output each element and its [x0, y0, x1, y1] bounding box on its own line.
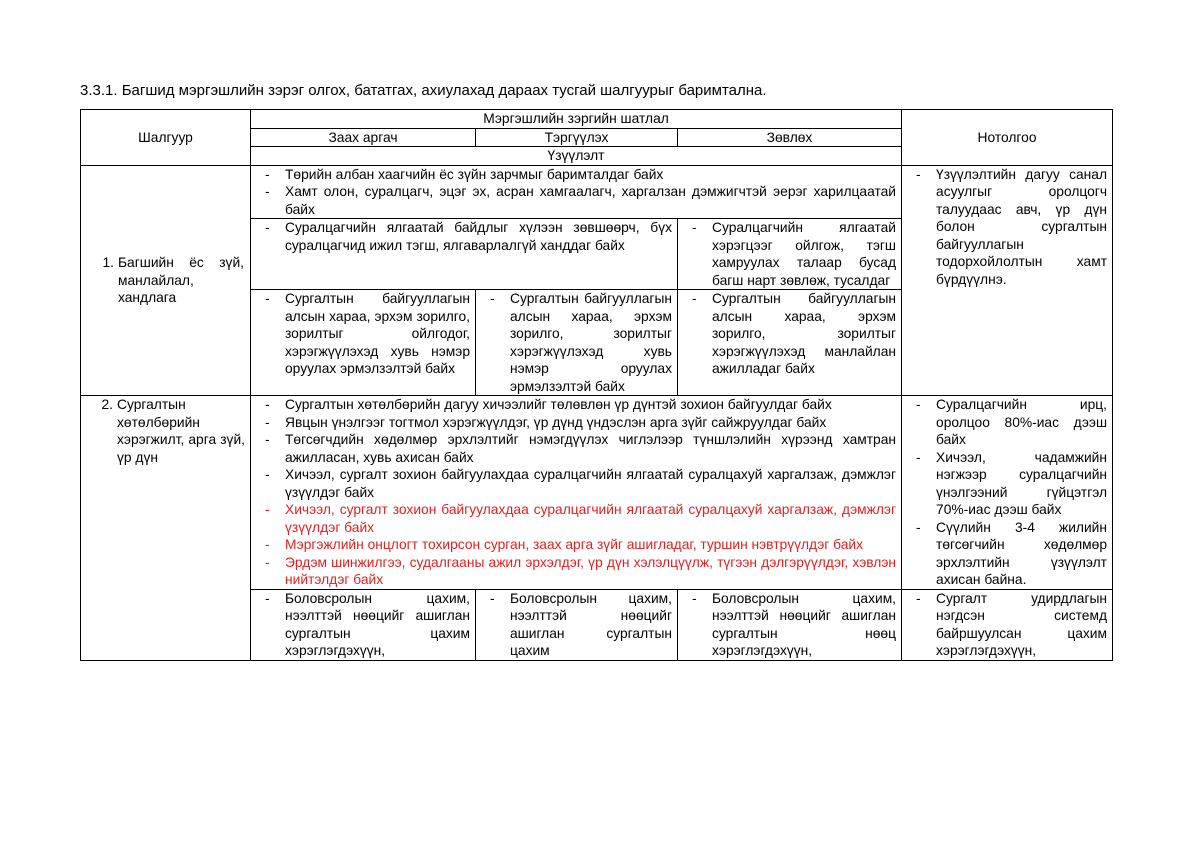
row2-red-item: - Хичээл, сургалт зохион байгуулахдаа суралцагчийн ялгаатай суралцахуй харгалзаж, дэмжлэг үзүүлдэг байх: [256, 501, 896, 536]
row2-evidence-cell: [902, 396, 1113, 590]
header-evidence: Нотолгоо: [902, 110, 1113, 166]
row1-common-cell: [251, 165, 902, 219]
row2-level1-item: - Боловсролын цахим, нээлттэй нөөцийг ашиглан сургалтын цахим хэрэглэгдэхүүн,: [256, 590, 470, 660]
criterion-2-cell: [81, 396, 251, 661]
row1-mid-right-item: - Суралцагчийн ялгаатай хэрэгцээг ойлгож, тэгш хамруулах талаар бусад багш нарт зөвлөж, тусалдаг: [683, 219, 896, 289]
row1-level3-cell: [678, 290, 902, 396]
row1-mid-right-cell: [678, 219, 902, 290]
row2-evidence-item: - Сүүлийн 3-4 жилийн төгсөгчийн хөдөлмөр эрхлэлтийн үзүүлэлт ахисан байна.: [907, 519, 1107, 589]
row1-mid-left-cell: [251, 219, 678, 290]
row1-evidence-item: - Үзүүлэлтийн дагуу санал асуулгыг оролцогч талуудаас авч, үр дүн болон сургалтын байгууллагын тодорхойлолтын хамт бүрдүүлнэ.: [907, 166, 1107, 289]
header-level-leading: Тэргүүлэх: [476, 128, 678, 147]
row2-evidence2-item: - Сургалт удирдлагын нэгдсэн системд байршуулсан цахим хэрэглэгдэхүүн,: [907, 590, 1107, 660]
row1-level2-cell: [476, 290, 678, 396]
row2-red-item: - Мэргэжлийн онцлогт тохирсон сурган, заах арга зүйг ашигладаг, туршин нэвтрүүлдэг байх: [256, 536, 896, 554]
row1-level1-cell: [251, 290, 476, 396]
row2-evidence2-cell: [902, 589, 1113, 660]
header-criterion: Шалгуур: [81, 110, 251, 166]
row2-level3-cell: [678, 589, 902, 660]
row2-level2-item: - Боловсролын цахим, нээлттэй нөөцийг ашиглан сургалтын цахим: [481, 590, 672, 660]
criterion-2-text: Сургалтын хөтөлбөрийн хэрэгжилт, арга зүй, үр дүн: [117, 397, 245, 465]
row1-common-item: - Хамт олон, суралцагч, эцэг эх, асран хамгаалагч, харгалзан дэмжигчтэй эерэг харилцаатай байх: [256, 183, 896, 218]
row2-level2-cell: [476, 589, 678, 660]
row2-level3-item: - Боловсролын цахим, нээлттэй нөөцийг ашиглан сургалтын нөөц хэрэглэгдэхүүн,: [683, 590, 896, 660]
criterion-1-cell: [81, 165, 251, 396]
row1-level3-item: - Сургалтын байгууллагын алсын хараа, эрхэм зорилго, зорилтыг хэрэгжүүлэхэд манлайлан ажилладаг байх: [683, 290, 896, 378]
row1-evidence-cell: [902, 165, 1113, 396]
row2-item: - Төгсөгчдийн хөдөлмөр эрхлэлтийг нэмэгдүүлэх чиглэлээр түншлэлийн хүрээнд хамтран ажилласан, хувь ахисан байх: [256, 431, 896, 466]
criterion-1-text: Багшийн ёс зүй, манлайлал, хандлага: [118, 255, 244, 305]
row2-item: - Сургалтын хөтөлбөрийн дагуу хичээлийг төлөвлөн үр дүнтэй зохион байгуулдаг байх: [256, 396, 896, 414]
row1-level1-item: - Сургалтын байгууллагын алсын хараа, эрхэм зорилго, зорилтыг ойлгодог, хэрэгжүүлэхэд хувь нэмэр оруулах эрмэлзэлтэй байх: [256, 290, 470, 378]
section-heading: 3.3.1. Багшид мэргэшлийн зэрэг олгох, бататгах, ахиулахад дараах тусгай шалгуурыг баримтална.: [80, 82, 767, 99]
row2-level1-cell: [251, 589, 476, 660]
row1-level2-item: - Сургалтын байгууллагын алсын хараа, эрхэм зорилго, зорилтыг хэрэгжүүлэхэд хувь нэмэр оруулах эрмэлзэлтэй байх: [481, 290, 672, 395]
row2-red-item: - Эрдэм шинжилгээ, судалгааны ажил эрхэлдэг, үр дүн хэлэлцүүлж, түгээн дэлгэрүүлдэг, хэвлэн нийтэлдэг байх: [256, 554, 896, 589]
header-level-advisor: Зөвлөх: [678, 128, 902, 147]
header-levels-title: Мэргэшлийн зэргийн шатлал: [251, 110, 902, 129]
row2-evidence-item: - Суралцагчийн ирц, оролцоо 80%-иас дээш байх: [907, 396, 1107, 449]
row2-item: - Хичээл, сургалт зохион байгуулахдаа суралцагчийн ялгаатай суралцахуй харгалзаж, дэмжлэг үзүүлдэг байх: [256, 466, 896, 501]
criterion-1-number: 1.: [102, 255, 114, 270]
row2-item: - Явцын үнэлгээг тогтмол хэрэгжүүлдэг, үр дүнд үндэслэн арга зүйг сайжруулдаг байх: [256, 414, 896, 432]
row1-common-item: - Төрийн албан хаагчийн ёс зүйн зарчмыг баримталдаг байх: [256, 166, 896, 184]
criterion-2-number: 2.: [101, 397, 113, 412]
header-performance: Үзүүлэлт: [251, 147, 902, 166]
row1-mid-left-item: - Суралцагчийн ялгаатай байдлыг хүлээн зөвшөөрч, бүх суралцагчид ижил тэгш, ялгаварлалгүй ханддаг байх: [256, 219, 672, 254]
row2-common-cell: [251, 396, 902, 590]
criteria-table: [80, 109, 1113, 661]
header-level-teaching-methodist: Заах аргач: [251, 128, 476, 147]
row2-evidence-item: - Хичээл, чадамжийн нэгжээр суралцагчийн үнэлгээний гүйцэтгэл 70%-иас дээш байх: [907, 449, 1107, 519]
